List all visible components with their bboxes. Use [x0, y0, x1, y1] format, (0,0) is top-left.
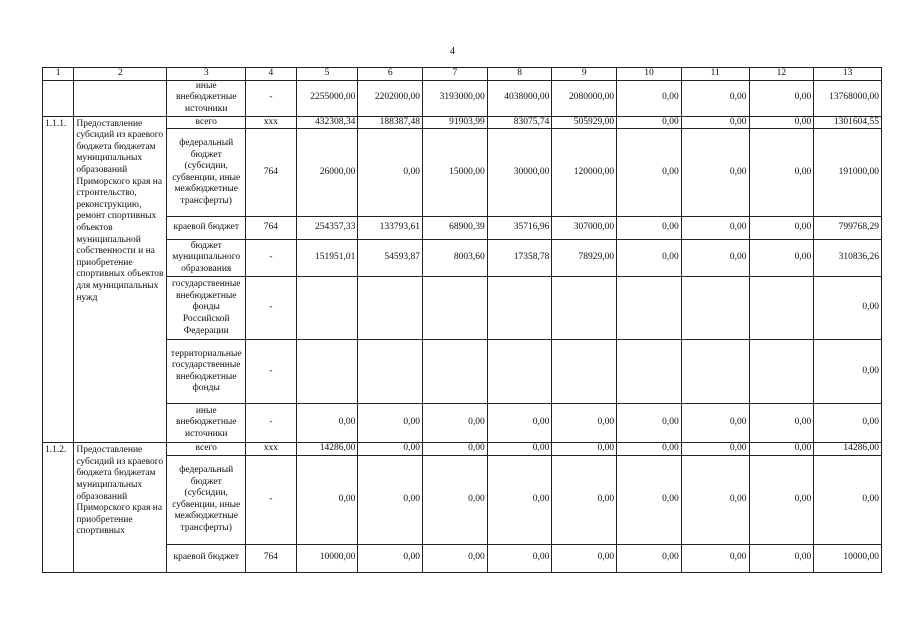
value-cell: 14286,00 [814, 443, 882, 456]
budget-code: xxx [246, 443, 297, 456]
value-cell: 0,00 [681, 80, 749, 116]
value-cell: 0,00 [296, 404, 358, 443]
header-cell: 2 [74, 68, 167, 81]
value-cell: 188387,48 [358, 116, 423, 129]
value-cell: 3193000,00 [423, 80, 488, 116]
measure-name [74, 80, 167, 116]
budget-code: xxx [246, 116, 297, 129]
header-cell: 4 [246, 68, 297, 81]
value-cell: 0,00 [617, 404, 682, 443]
value-cell: 35716,96 [487, 217, 552, 240]
header-cell: 10 [617, 68, 682, 81]
value-cell: 0,00 [814, 277, 882, 340]
value-cell: 78929,00 [552, 240, 617, 277]
value-cell: 0,00 [487, 544, 552, 572]
value-cell: 1301604,55 [814, 116, 882, 129]
value-cell: 0,00 [681, 217, 749, 240]
budget-code: - [246, 240, 297, 277]
header-cell: 12 [749, 68, 814, 81]
value-cell: 151951,01 [296, 240, 358, 277]
value-cell: 0,00 [552, 443, 617, 456]
value-cell: 0,00 [487, 404, 552, 443]
value-cell: 0,00 [617, 240, 682, 277]
value-cell: 133793,61 [358, 217, 423, 240]
header-row [43, 68, 882, 81]
funding-source: бюджет муниципального образования [167, 240, 246, 277]
value-cell: 8003,60 [423, 240, 488, 277]
value-cell: 0,00 [552, 404, 617, 443]
value-cell: 0,00 [358, 544, 423, 572]
budget-table [42, 67, 882, 573]
value-cell [552, 340, 617, 404]
row-number: 1.1.2. [43, 443, 74, 573]
table-row [43, 80, 882, 116]
value-cell: 0,00 [617, 129, 682, 217]
value-cell: 0,00 [617, 443, 682, 456]
value-cell [681, 340, 749, 404]
funding-source: иные внебюджетные источники [167, 80, 246, 116]
value-cell [487, 277, 552, 340]
value-cell: 505929,00 [552, 116, 617, 129]
value-cell [296, 340, 358, 404]
value-cell: 0,00 [749, 455, 814, 544]
value-cell: 10000,00 [296, 544, 358, 572]
funding-source: федеральный бюджет (субсидии, субвенции, иные межбюджетные трансферты) [167, 129, 246, 217]
value-cell: 0,00 [681, 116, 749, 129]
value-cell: 0,00 [617, 544, 682, 572]
value-cell: 0,00 [749, 404, 814, 443]
table-row [43, 443, 882, 456]
value-cell: 30000,00 [487, 129, 552, 217]
table-row [43, 404, 882, 443]
header-cell: 11 [681, 68, 749, 81]
value-cell [423, 340, 488, 404]
value-cell: 0,00 [681, 240, 749, 277]
value-cell [617, 277, 682, 340]
row-number: 1.1.1. [43, 116, 74, 443]
value-cell: 0,00 [749, 129, 814, 217]
table-row [43, 544, 882, 572]
table-row [43, 129, 882, 217]
value-cell: 0,00 [814, 404, 882, 443]
value-cell [358, 277, 423, 340]
value-cell: 0,00 [487, 455, 552, 544]
budget-code: - [246, 80, 297, 116]
table-row [43, 240, 882, 277]
table-row [43, 217, 882, 240]
value-cell: 0,00 [749, 443, 814, 456]
header-cell: 8 [487, 68, 552, 81]
budget-code: - [246, 455, 297, 544]
budget-code: 764 [246, 129, 297, 217]
value-cell [296, 277, 358, 340]
funding-source: всего [167, 116, 246, 129]
value-cell: 0,00 [423, 544, 488, 572]
value-cell: 0,00 [681, 455, 749, 544]
value-cell: 0,00 [552, 455, 617, 544]
value-cell: 799768,29 [814, 217, 882, 240]
budget-code: 764 [246, 544, 297, 572]
value-cell: 54593,87 [358, 240, 423, 277]
value-cell: 2080000,00 [552, 80, 617, 116]
funding-source: всего [167, 443, 246, 456]
value-cell: 0,00 [552, 544, 617, 572]
value-cell: 0,00 [749, 116, 814, 129]
value-cell [681, 277, 749, 340]
budget-code: - [246, 340, 297, 404]
value-cell: 307000,00 [552, 217, 617, 240]
value-cell: 0,00 [358, 443, 423, 456]
value-cell: 2202000,00 [358, 80, 423, 116]
header-cell: 7 [423, 68, 488, 81]
value-cell: 0,00 [681, 544, 749, 572]
funding-source: иные внебюджетные источники [167, 404, 246, 443]
value-cell [487, 340, 552, 404]
row-number [43, 80, 74, 116]
value-cell: 0,00 [487, 443, 552, 456]
value-cell: 26000,00 [296, 129, 358, 217]
value-cell: 0,00 [681, 129, 749, 217]
value-cell: 14286,00 [296, 443, 358, 456]
value-cell: 0,00 [749, 80, 814, 116]
funding-source: федеральный бюджет (субсидии, субвенции, иные межбюджетные трансферты) [167, 455, 246, 544]
header-cell: 9 [552, 68, 617, 81]
value-cell: 0,00 [423, 455, 488, 544]
value-cell: 0,00 [617, 217, 682, 240]
value-cell: 310836,26 [814, 240, 882, 277]
value-cell: 0,00 [358, 129, 423, 217]
table-row [43, 455, 882, 544]
header-cell: 13 [814, 68, 882, 81]
funding-source: краевой бюджет [167, 544, 246, 572]
value-cell: 254357,33 [296, 217, 358, 240]
funding-source: территориальные государственные внебюджетные фонды [167, 340, 246, 404]
value-cell [423, 277, 488, 340]
value-cell [749, 340, 814, 404]
header-cell: 5 [296, 68, 358, 81]
value-cell: 2255000,00 [296, 80, 358, 116]
value-cell: 0,00 [423, 443, 488, 456]
table-row [43, 277, 882, 340]
value-cell: 0,00 [814, 340, 882, 404]
value-cell: 91903,99 [423, 116, 488, 129]
value-cell: 83075,74 [487, 116, 552, 129]
budget-code: 764 [246, 217, 297, 240]
funding-source: государственные внебюджетные фонды Российской Федерации [167, 277, 246, 340]
value-cell: 0,00 [681, 443, 749, 456]
value-cell: 432308,34 [296, 116, 358, 129]
value-cell: 0,00 [617, 116, 682, 129]
value-cell: 0,00 [681, 404, 749, 443]
value-cell: 10000,00 [814, 544, 882, 572]
measure-name: Предоставление субсидий из краевого бюджета бюджетам муниципальных образований Приморского края на строительство, реконструкцию, ремонт спортивных объектов муниципальной собственности и на приобретение спортивных объектов для муниципальных нужд [74, 116, 167, 443]
value-cell: 17358,78 [487, 240, 552, 277]
table-row [43, 116, 882, 129]
value-cell: 0,00 [423, 404, 488, 443]
value-cell: 4038000,00 [487, 80, 552, 116]
page-number: 4 [450, 46, 455, 57]
budget-code: - [246, 404, 297, 443]
value-cell [617, 340, 682, 404]
measure-name: Предоставление субсидий из краевого бюджета бюджетам муниципальных образований Приморского края на приобретение спортивных [74, 443, 167, 573]
value-cell: 0,00 [749, 544, 814, 572]
value-cell: 0,00 [617, 80, 682, 116]
value-cell: 0,00 [749, 240, 814, 277]
value-cell [358, 340, 423, 404]
header-cell: 3 [167, 68, 246, 81]
value-cell: 0,00 [296, 455, 358, 544]
value-cell: 15000,00 [423, 129, 488, 217]
value-cell: 68900,39 [423, 217, 488, 240]
table-row [43, 340, 882, 404]
value-cell: 120000,00 [552, 129, 617, 217]
budget-code: - [246, 277, 297, 340]
value-cell: 0,00 [814, 455, 882, 544]
value-cell [749, 277, 814, 340]
value-cell: 0,00 [358, 404, 423, 443]
value-cell: 0,00 [358, 455, 423, 544]
header-cell: 1 [43, 68, 74, 81]
value-cell: 0,00 [617, 455, 682, 544]
funding-source: краевой бюджет [167, 217, 246, 240]
value-cell: 13768000,00 [814, 80, 882, 116]
value-cell: 0,00 [749, 217, 814, 240]
header-cell: 6 [358, 68, 423, 81]
value-cell: 191000,00 [814, 129, 882, 217]
value-cell [552, 277, 617, 340]
